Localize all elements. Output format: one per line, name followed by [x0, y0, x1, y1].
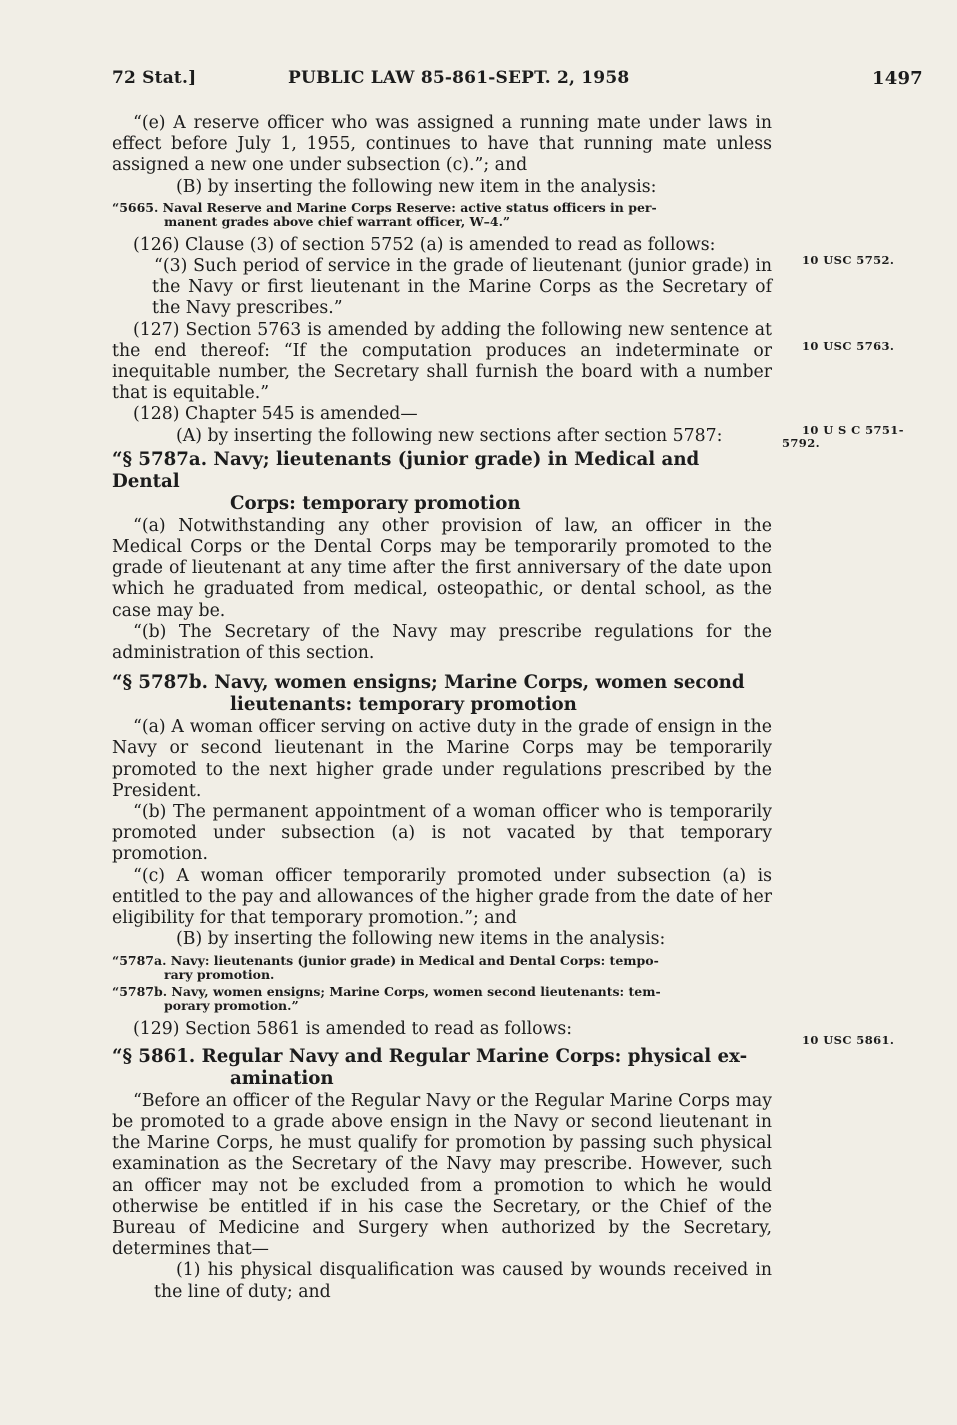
- paragraph-128: (128) Chapter 545 is amended—: [133, 404, 418, 425]
- paragraph-127: (127) Section 5763 is amended by adding the following new sentence at the end thereof: “If the computation produces an indeterminate or inequitable number, the Secretary shall furnish the board with a number that is equitable.”: [112, 319, 772, 404]
- analysis-item-5787a-line2: rary promotion.: [164, 966, 275, 982]
- paragraph-5787b-a: “(a) A woman officer serving on active duty in the grade of ensign in the Navy or second lieutenant in the Marine Corps may be temporarily promoted to the next higher grade under regulations prescribed by the President.: [112, 717, 772, 801]
- paragraph-5787a-a: “(a) Notwithstanding any other provision of law, an officer in the Medical Corps or the Dental Corps may be temporarily promoted to the grade of lieutenant at any time after the first anniversary of the date upon which he graduated from medical, osteopathic, or dental school, as the case may be.: [112, 515, 772, 621]
- header-statute-ref: 72 Stat.]: [112, 68, 197, 88]
- paragraph-5787b-b: “(b) The permanent appointment of a woman officer who is temporarily promoted under subsection (a) is not vacated by that temporary promotion.: [112, 802, 772, 865]
- analysis-item-5787b-line2: porary promotion.”: [164, 997, 299, 1013]
- section-heading-5861: [112, 1046, 772, 1090]
- paragraph-5861-body: “Before an officer of the Regular Navy or the Regular Marine Corps may be promoted to a grade above ensign in the Navy or second lieutenant in the Marine Corps, he must qualify for promotion by passing such physical examination as the Secretary of the Navy may prescribe. However, such an officer may not be excluded from a promotion to which he would otherwise be entitled if in his case the Secretary, or the Chief of the Bureau of Medicine and Surgery when authorized by the Secretary, determines that—: [112, 1090, 772, 1260]
- analysis-item-5787b-line1: “5787b. Navy, women ensigns; Marine Corps, women second lieutenants: tem-: [112, 983, 661, 999]
- paragraph-129: (129) Section 5861 is amended to read as follows:: [133, 1018, 573, 1039]
- main-text-column: [112, 113, 772, 1303]
- analysis-item-5787a: [112, 954, 772, 982]
- section-heading-5787a-line2: Corps: temporary promotion: [230, 492, 521, 514]
- section-heading-5787a: [112, 449, 772, 515]
- paragraph-126-clause-3: “(3) Such period of service in the grade of lieutenant (junior grade) in the Navy or first lieutenant in the Marine Corps as the Secretary of the Navy prescribes.”: [152, 256, 772, 319]
- section-heading-5787b-line1: “§ 5787b. Navy, women ensigns; Marine Corps, women second: [112, 672, 745, 694]
- margin-note-10-usc-5763: 10 USC 5763.: [802, 339, 895, 353]
- analysis-item-5665-line2: manent grades above chief warrant officer, W–4.”: [164, 213, 511, 229]
- section-heading-5861-line2: amination: [230, 1067, 334, 1089]
- paragraph-analysis-intro-1: (B) by inserting the following new item in the analysis:: [176, 176, 657, 197]
- analysis-item-5665-line1: “5665. Naval Reserve and Marine Corps Reserve: active status officers in per-: [112, 199, 657, 215]
- section-heading-5787b-line2: lieutenants: temporary promotion: [230, 694, 577, 716]
- paragraph-126: (126) Clause (3) of section 5752 (a) is amended to read as follows:: [133, 234, 716, 255]
- section-heading-5787a-line1: “§ 5787a. Navy; lieutenants (junior grade) in Medical and Dental: [112, 448, 700, 492]
- section-heading-5861-line1: “§ 5861. Regular Navy and Regular Marine Corps: physical ex-: [112, 1045, 748, 1067]
- margin-note-10-usc-5752: 10 USC 5752.: [802, 253, 895, 267]
- header-title: PUBLIC LAW 85-861-SEPT. 2, 1958: [288, 68, 630, 88]
- paragraph-subsection-e: “(e) A reserve officer who was assigned a running mate under laws in effect before July 1, 1955, continues to have that running mate unless assigned a new one under subsection (c).”; and: [112, 113, 772, 176]
- analysis-item-5787a-line1: “5787a. Navy: lieutenants (junior grade) in Medical and Dental Corps: tempo-: [112, 952, 659, 968]
- margin-note-10-usc-5861: 10 USC 5861.: [802, 1033, 895, 1047]
- paragraph-5787b-c: “(c) A woman officer temporarily promoted under subsection (a) is entitled to the pay and allowances of the higher grade from the date of her eligibility for that temporary promotion.”; and: [112, 865, 772, 929]
- section-heading-5787b: [112, 672, 772, 716]
- analysis-item-5787b: [112, 985, 772, 1013]
- paragraph-5861-1: (1) his physical disqualification was caused by wounds received in the line of duty; and: [154, 1260, 772, 1302]
- margin-note-10-usc-5751-line1: 10 U S C 5751-: [802, 423, 904, 437]
- paragraph-128-a: (A) by inserting the following new sections after section 5787:: [176, 425, 723, 446]
- paragraph-5787a-b: “(b) The Secretary of the Navy may prescribe regulations for the administration of this section.: [112, 621, 772, 664]
- margin-note-10-usc-5751: [782, 423, 904, 450]
- paragraph-analysis-intro-2: (B) by inserting the following new items in the analysis:: [176, 929, 666, 950]
- analysis-item-5665: [112, 201, 772, 229]
- page-number: 1497: [872, 68, 923, 89]
- margin-note-10-usc-5751-line2: 5792.: [782, 436, 821, 450]
